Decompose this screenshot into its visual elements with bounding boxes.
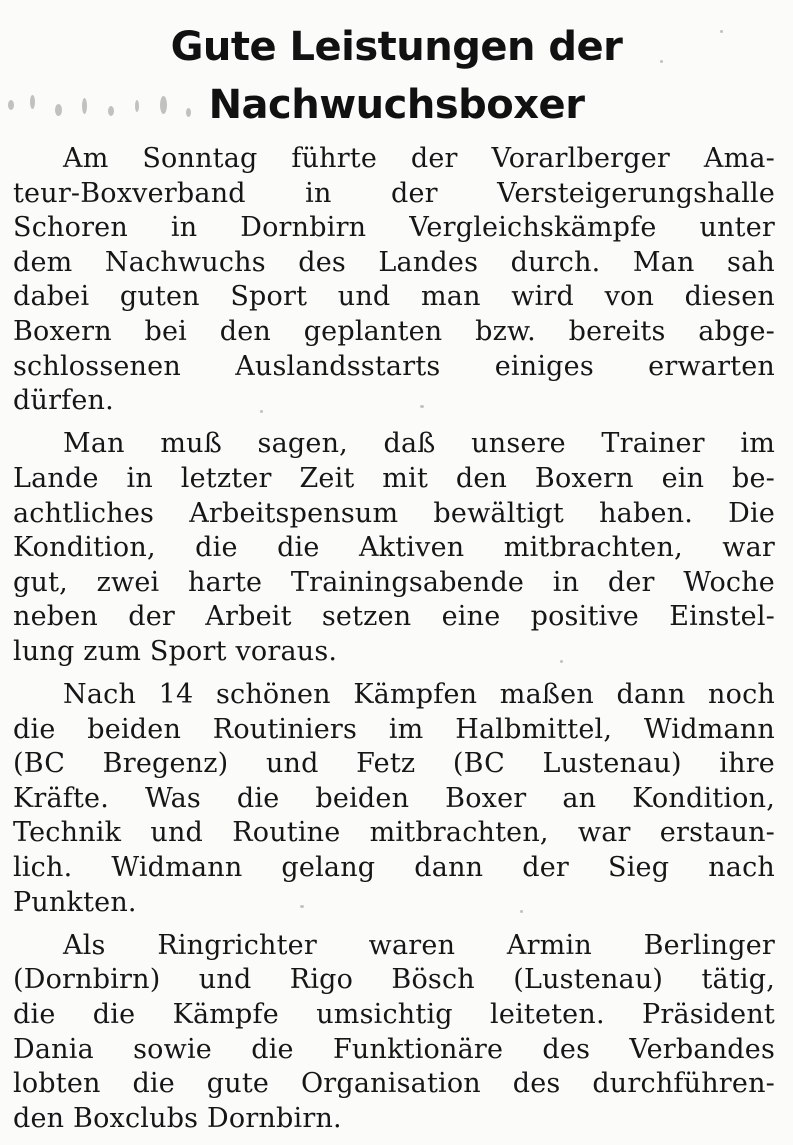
paragraph-gap: [13, 670, 775, 679]
paragraph-2-line: Kondition, die die Aktiven mitbrachten, war: [13, 532, 775, 564]
paragraph-3-line: die beiden Routiniers im Halbmittel, Widmann: [13, 713, 775, 745]
paragraph-1-line: schlossenen Auslandsstarts einiges erwarten: [13, 350, 775, 382]
paragraph-4-line: Dania sowie die Funktionäre des Verbandes: [13, 1033, 775, 1065]
paragraph-3-line: Punkten.: [13, 886, 137, 918]
paragraph-4-line: Als Ringrichter waren Armin Berlinger: [63, 929, 775, 961]
headline-line-1: Gute Leistungen der: [170, 24, 623, 70]
paragraph-3-line: Nach 14 schönen Kämpfen maßen dann noch: [63, 679, 775, 711]
paragraph-2-line: lung zum Sport voraus.: [13, 635, 338, 667]
paragraph-gap: [13, 920, 775, 929]
paragraph-2-line: neben der Arbeit setzen eine positive Einstel-: [13, 601, 775, 633]
paragraph-4-line: den Boxclubs Dornbirn.: [13, 1102, 342, 1134]
paragraph-1-line: Schoren in Dornbirn Vergleichskämpfe unter: [13, 212, 775, 244]
paragraph-4-line: die die Kämpfe umsichtig leiteten. Präsident: [13, 999, 775, 1031]
headline-line-2: Nachwuchsboxer: [208, 82, 585, 128]
paragraph-1-line: Boxern bei den geplanten bzw. bereits abge-: [13, 315, 775, 347]
paragraph-4-line: (Dornbirn) und Rigo Bösch (Lustenau) tätig,: [13, 964, 775, 996]
paragraph-1-line: teur-Boxverband in der Versteigerungshalle: [13, 177, 775, 209]
paragraph-3-line: Kräfte. Was die beiden Boxer an Kondition,: [13, 782, 775, 814]
paragraph-1-line: dabei guten Sport und man wird von diesen: [13, 281, 775, 313]
paragraph-3-line: (BC Bregenz) und Fetz (BC Lustenau) ihre: [13, 748, 775, 780]
paragraph-2-line: achtliches Arbeitspensum bewältigt haben. Die: [13, 497, 775, 529]
paragraph-4-line: lobten die gute Organisation des durchführen-: [13, 1068, 775, 1100]
paragraph-3-line: Technik und Routine mitbrachten, war erstaun-: [13, 817, 775, 849]
paragraph-2-line: Lande in letzter Zeit mit den Boxern ein be-: [13, 462, 775, 494]
paragraph-2-line: gut, zwei harte Trainingsabende in der Woche: [13, 566, 775, 598]
paragraph-1-line: dem Nachwuchs des Landes durch. Man sah: [13, 246, 775, 278]
article-body: [13, 142, 775, 1136]
paragraph-1-line: Am Sonntag führte der Vorarlberger Ama-: [63, 143, 775, 174]
paragraph-3-line: lich. Widmann gelang dann der Sieg nach: [13, 852, 775, 884]
paragraph-1-line: dürfen.: [13, 385, 114, 417]
paragraph-2-line: Man muß sagen, daß unsere Trainer im: [63, 428, 775, 460]
paragraph-gap: [13, 419, 775, 428]
